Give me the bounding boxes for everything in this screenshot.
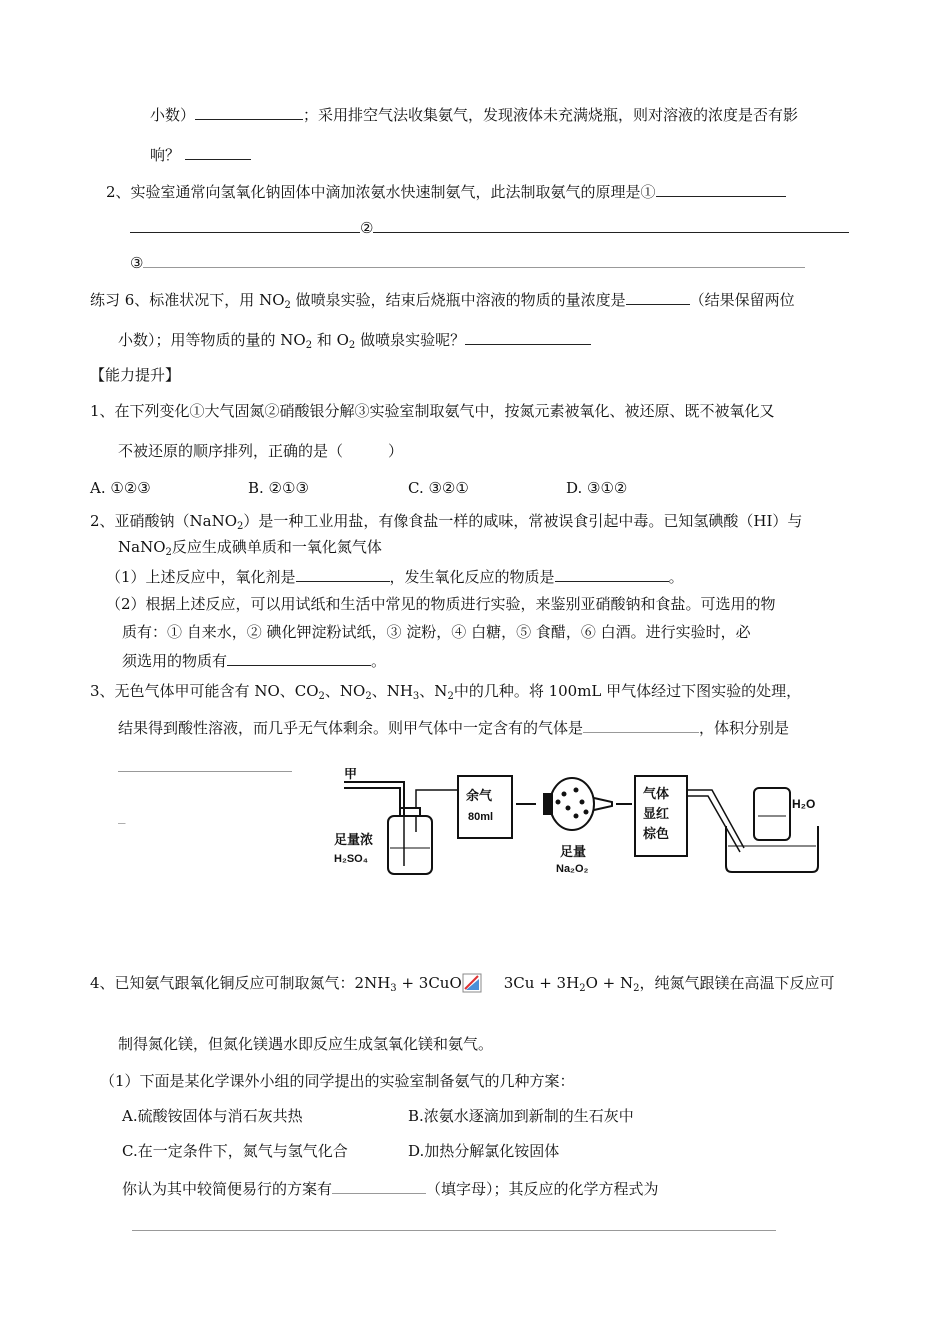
option-c[interactable]: C. ③②① <box>408 479 469 497</box>
granule <box>562 792 567 797</box>
apparatus-diagram <box>330 768 830 878</box>
problem-1-line2: 不被还原的顺序排列，正确的是（ ） <box>118 442 404 460</box>
granule <box>566 806 571 811</box>
text: 。 <box>668 568 684 586</box>
answer-blank[interactable] <box>656 181 786 197</box>
problem-4-line2: 制得氮化镁，但氮化镁遇水即反应生成氢氧化镁和氨气。 <box>118 1035 494 1053</box>
text: ）是一种工业用盐，有像食盐一样的咸味，常被误食引起中毒。已知氢碘酸（HI）与 <box>243 512 803 530</box>
text: 你认为其中较简便易行的方案有 <box>122 1180 333 1198</box>
subscript: 2 <box>237 521 244 532</box>
collecting-bottle <box>754 788 790 840</box>
granule <box>584 810 589 815</box>
problem-3-line1 <box>90 681 801 707</box>
problem-2-line1 <box>90 511 802 537</box>
prev-question-2 <box>106 181 786 202</box>
text: 结果得到酸性溶液，而几乎无气体剩余。则甲气体中一定含有的气体是 <box>118 719 584 737</box>
answer-blank[interactable] <box>143 252 805 268</box>
section-title: 【能力提升】 <box>90 366 181 384</box>
subscript: 2 <box>447 691 454 702</box>
prev-question-2-line2 <box>130 217 849 238</box>
problem-2-sub2-line3 <box>122 650 386 671</box>
granule <box>574 814 579 819</box>
subscript: 2 <box>165 547 172 558</box>
problem-4-sub1: （1）下面是某化学课外小组的同学提出的实验室制备氨气的几种方案： <box>100 1072 575 1090</box>
text: 3Cu + 3H <box>503 974 580 992</box>
dash-mark: _ <box>118 806 126 824</box>
prev-question-2-line3 <box>130 252 805 273</box>
problem-2-sub1 <box>106 566 684 587</box>
label-gas-2: 显红 <box>643 806 670 821</box>
text: 3、无色气体甲可能含有 NO、CO <box>90 682 319 700</box>
subscript: 2 <box>579 983 586 994</box>
text: 须选用的物质有 <box>122 652 228 670</box>
subscript: 2 <box>348 340 356 351</box>
equation-answer-line[interactable] <box>132 1230 776 1231</box>
text: O + N <box>585 974 634 992</box>
answer-blank[interactable] <box>227 650 371 666</box>
text: ；采用排空气法收集氨气，发现液体未充满烧瓶，则对溶液的浓度是否有影 <box>303 106 799 124</box>
option-a[interactable]: A. ①②③ <box>90 479 151 497</box>
text: 小数）；用等物质的量的 NO <box>118 331 306 349</box>
broken-image-icon <box>462 973 482 993</box>
label-jia: 甲 <box>344 768 358 781</box>
answer-line[interactable] <box>118 771 292 772</box>
answer-blank[interactable] <box>555 566 669 582</box>
text: ，体积分别是 <box>699 719 790 737</box>
subscript: 2 <box>284 300 291 311</box>
label-remaining-2: 80ml <box>468 811 494 823</box>
text: ，纯氮气跟镁在高温下反应可 <box>639 974 835 992</box>
remaining-gas-box <box>458 776 512 838</box>
label-gas-1: 气体 <box>643 786 670 801</box>
subscript: 2 <box>318 691 325 702</box>
option-b[interactable]: B. ②①③ <box>248 479 309 497</box>
answer-blank[interactable] <box>373 217 849 233</box>
problem-2-sub2-line2: 质有：① 自来水，② 碘化钾淀粉试纸，③ 淀粉，④ 白糖，⑤ 食醋，⑥ 白酒。进行实验时，必 <box>122 623 751 641</box>
option-b[interactable]: B.浓氨水逐滴加到新制的生石灰中 <box>408 1107 634 1125</box>
problem-3-line2 <box>118 717 789 738</box>
answer-blank[interactable] <box>296 566 390 582</box>
problem-1-line1: 1、在下列变化①大气固氮②硝酸银分解③实验室制取氨气中，按氮元素被氧化、被还原、既不被氧化又 <box>90 402 775 420</box>
text: 和 O <box>312 331 349 349</box>
label-na2o2-1: 足量 <box>560 844 587 859</box>
continued-line-2 <box>150 144 251 165</box>
answer-blank[interactable] <box>583 717 699 733</box>
text: ② <box>360 219 374 237</box>
text: 2、亚硝酸钠（NaNO <box>90 512 238 530</box>
subscript: 3 <box>390 983 397 994</box>
label-water: H₂O <box>792 797 816 811</box>
inlet-pipe-inner <box>344 788 400 816</box>
option-d[interactable]: D. ③①② <box>566 479 628 497</box>
granule <box>574 788 579 793</box>
delivery-tube <box>687 790 744 848</box>
problem-2-sub2-line1: （2）根据上述反应，可以用试纸和生活中常见的物质进行实验，来鉴别亚硝酸钠和食盐。可选用的物 <box>106 595 776 613</box>
subscript: 2 <box>305 340 313 351</box>
answer-blank[interactable] <box>465 329 591 345</box>
granule <box>556 800 561 805</box>
answer-blank[interactable] <box>130 217 360 233</box>
text: NaNO <box>118 538 166 556</box>
label-na2o2-2: Na₂O₂ <box>556 863 589 875</box>
delivery-tube-inner <box>687 796 740 852</box>
label-conc-1: 足量浓 <box>334 832 374 847</box>
text: 中的几种。将 100mL 甲气体经过下图实验的处理， <box>453 682 802 700</box>
exercise-6-line2 <box>118 329 591 356</box>
wash-bottle <box>388 816 432 874</box>
label-remaining-1: 余气 <box>466 788 493 803</box>
drying-tube-neck <box>594 798 612 810</box>
text: 。 <box>371 652 387 670</box>
text: 反应生成碘单质和一氧化氮气体 <box>171 538 382 556</box>
label-conc-2: H₂SO₄ <box>334 853 368 865</box>
continued-line-1 <box>150 104 798 125</box>
text: ，发生氧化反应的物质是 <box>389 568 555 586</box>
text: + 3CuO <box>396 974 462 992</box>
text: 、NH <box>371 682 413 700</box>
text: ③ <box>130 254 144 272</box>
subscript: 2 <box>365 691 372 702</box>
water-trough <box>726 826 818 872</box>
exercise-6-line1 <box>90 289 795 316</box>
text: 2、实验室通常向氢氧化钠固体中滴加浓氨水快速制氨气，此法制取氨气的原理是① <box>106 183 656 201</box>
problem-2-line2 <box>118 537 382 563</box>
outlet-pipe <box>416 790 458 808</box>
answer-blank[interactable] <box>332 1178 426 1194</box>
answer-blank[interactable] <box>185 144 251 160</box>
text: （填字母）；其反应的化学方程式为 <box>426 1180 659 1198</box>
text: 4、已知氨气跟氧化铜反应可制取氮气：2NH <box>90 974 391 992</box>
text: 做喷泉实验呢？ <box>355 331 466 349</box>
granule <box>580 800 585 805</box>
text: 练习 6、标准状况下，用 NO <box>90 291 285 309</box>
text: 做喷泉实验，结束后烧瓶中溶液的物质的量浓度是 <box>290 291 626 309</box>
text: 小数） <box>150 106 196 124</box>
label-gas-3: 棕色 <box>643 826 670 841</box>
answer-blank[interactable] <box>626 289 690 305</box>
problem-4-answer-line <box>122 1178 659 1199</box>
sodium-peroxide-granules <box>556 788 589 819</box>
subscript: 3 <box>412 691 420 702</box>
text: 、N <box>419 682 448 700</box>
text: 响？ <box>150 146 181 164</box>
option-d[interactable]: D.加热分解氯化铵固体 <box>408 1142 560 1160</box>
text: （1）上述反应中，氧化剂是 <box>106 568 296 586</box>
answer-blank[interactable] <box>195 104 303 120</box>
text: 、NO <box>324 682 366 700</box>
subscript: 2 <box>633 983 640 994</box>
option-a[interactable]: A.硫酸铵固体与消石灰共热 <box>122 1107 303 1125</box>
option-c[interactable]: C.在一定条件下，氮气与氢气化合 <box>122 1142 348 1160</box>
problem-4-line1 <box>90 973 834 999</box>
text: （结果保留两位 <box>689 291 795 309</box>
